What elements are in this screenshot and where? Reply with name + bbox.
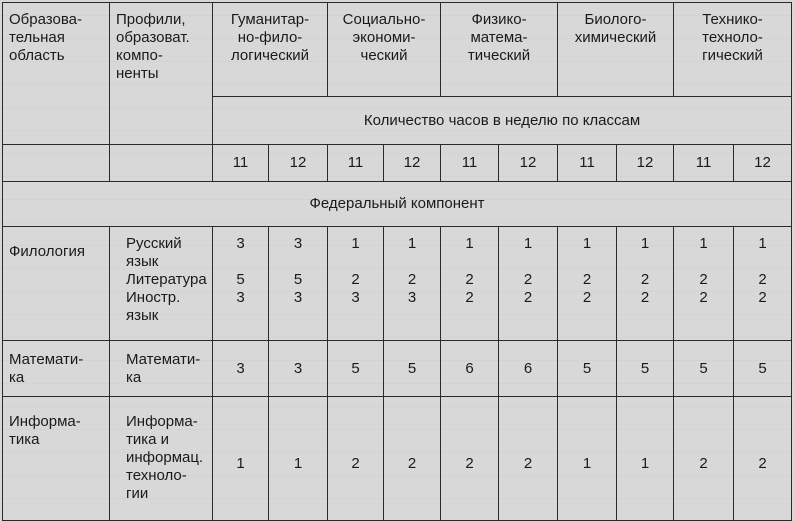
value-cell: 5 — [328, 341, 384, 397]
value-cell: 3 — [293, 289, 303, 306]
value-cell: 2 — [523, 289, 533, 306]
header-profiles — [110, 3, 213, 145]
value-cell: 2 — [699, 289, 708, 306]
grade-cell: 12 — [734, 145, 792, 182]
component-foreign-language: Иностр. язык — [126, 289, 181, 324]
grade-cell: 11 — [558, 145, 617, 182]
math-area-label: Математи- ка — [9, 350, 84, 386]
header-profiles-label: Профили, образоват. компо- ненты — [116, 11, 190, 82]
value-cell: 3 — [269, 341, 328, 397]
component-russian: Русский язык — [126, 235, 182, 270]
value-cell: 3 — [213, 341, 269, 397]
value-cell: 5 — [617, 341, 674, 397]
value-cell: 5 — [558, 341, 617, 397]
informatics-component — [110, 397, 213, 521]
value-cell: 5 — [293, 271, 303, 288]
value-cell: 1 — [351, 235, 360, 252]
value-cell: 2 — [758, 271, 767, 288]
header-socio-economic — [328, 3, 441, 97]
philology-row — [3, 227, 792, 341]
informatics-row — [3, 397, 792, 521]
grades-empty-1 — [3, 145, 110, 182]
philology-hum-12 — [269, 227, 328, 341]
header-area — [3, 3, 110, 145]
philology-components — [110, 227, 213, 341]
philology-soc-12 — [384, 227, 441, 341]
philology-area-label: Филология — [9, 243, 85, 260]
value-cell: 2 — [351, 271, 360, 288]
value-cell: 1 — [758, 235, 767, 252]
value-cell: 5 — [236, 271, 245, 288]
component-literature: Литература — [126, 271, 207, 288]
value-cell: 6 — [441, 341, 499, 397]
grade-cell: 12 — [499, 145, 558, 182]
header-bio-chem-label: Биолого- химический — [574, 11, 657, 46]
value-cell: 1 — [699, 235, 708, 252]
value-cell: 6 — [499, 341, 558, 397]
value-cell: 2 — [384, 397, 441, 521]
value-cell: 2 — [499, 397, 558, 521]
value-cell: 3 — [407, 289, 417, 306]
federal-caption: Федеральный компонент — [3, 182, 792, 227]
header-bio-chem — [558, 3, 674, 97]
value-cell: 2 — [758, 289, 767, 306]
value-cell: 2 — [640, 271, 650, 288]
header-physics-math — [441, 3, 558, 97]
value-cell: 2 — [465, 271, 474, 288]
value-cell: 2 — [523, 271, 533, 288]
philology-tech-11 — [674, 227, 734, 341]
header-humanities — [213, 3, 328, 97]
value-cell: 5 — [384, 341, 441, 397]
value-cell: 5 — [734, 341, 792, 397]
value-cell: 3 — [236, 289, 245, 306]
philology-bio-12 — [617, 227, 674, 341]
value-cell: 3 — [236, 235, 245, 252]
header-tech — [674, 3, 792, 97]
math-area — [3, 341, 110, 397]
hours-caption: Количество часов в неделю по классам — [213, 97, 792, 145]
philology-phys-11 — [441, 227, 499, 341]
value-cell: 1 — [640, 235, 650, 252]
value-cell: 2 — [407, 271, 417, 288]
value-cell: 5 — [674, 341, 734, 397]
value-cell: 1 — [582, 235, 592, 252]
value-cell: 1 — [407, 235, 417, 252]
value-cell: 2 — [441, 397, 499, 521]
grade-cell: 11 — [328, 145, 384, 182]
informatics-area — [3, 397, 110, 521]
grade-cell: 11 — [213, 145, 269, 182]
value-cell: 2 — [328, 397, 384, 521]
value-cell: 1 — [558, 397, 617, 521]
grade-cell: 12 — [384, 145, 441, 182]
grade-cell: 11 — [674, 145, 734, 182]
value-cell: 1 — [617, 397, 674, 521]
grade-cell: 12 — [269, 145, 328, 182]
value-cell: 2 — [582, 289, 592, 306]
header-area-label: Образова- тельная область — [9, 11, 82, 64]
header-physics-math-label: Физико- матема- тический — [467, 11, 531, 64]
math-row — [3, 341, 792, 397]
informatics-area-label: Информа- тика — [9, 413, 81, 448]
header-socio-economic-label: Социально- экономи- ческий — [342, 11, 426, 64]
math-component — [110, 341, 213, 397]
component-informatics: Информа- тика и информац. техноло- гии — [126, 413, 204, 502]
value-cell: 1 — [269, 397, 328, 521]
philology-hum-11 — [213, 227, 269, 341]
philology-bio-11 — [558, 227, 617, 341]
value-cell: 1 — [523, 235, 533, 252]
grades-empty-2 — [110, 145, 213, 182]
value-cell: 2 — [734, 397, 792, 521]
header-humanities-label: Гуманитар- но-фило- логический — [230, 11, 310, 64]
value-cell: 1 — [465, 235, 474, 252]
header-row — [3, 3, 792, 97]
value-cell: 3 — [351, 289, 360, 306]
philology-tech-12 — [734, 227, 792, 341]
grade-cell: 12 — [617, 145, 674, 182]
federal-caption-row — [3, 182, 792, 227]
philology-area — [3, 227, 110, 341]
value-cell: 2 — [582, 271, 592, 288]
value-cell: 2 — [674, 397, 734, 521]
philology-soc-11 — [328, 227, 384, 341]
curriculum-table — [2, 2, 792, 521]
grade-cell: 11 — [441, 145, 499, 182]
component-math: Математи- ка — [126, 350, 201, 386]
value-cell: 2 — [465, 289, 474, 306]
value-cell: 2 — [640, 289, 650, 306]
value-cell: 1 — [213, 397, 269, 521]
philology-phys-12 — [499, 227, 558, 341]
header-tech-label: Технико- техноло- гический — [702, 11, 763, 64]
value-cell: 3 — [293, 235, 303, 252]
grades-row — [3, 145, 792, 182]
value-cell: 2 — [699, 271, 708, 288]
